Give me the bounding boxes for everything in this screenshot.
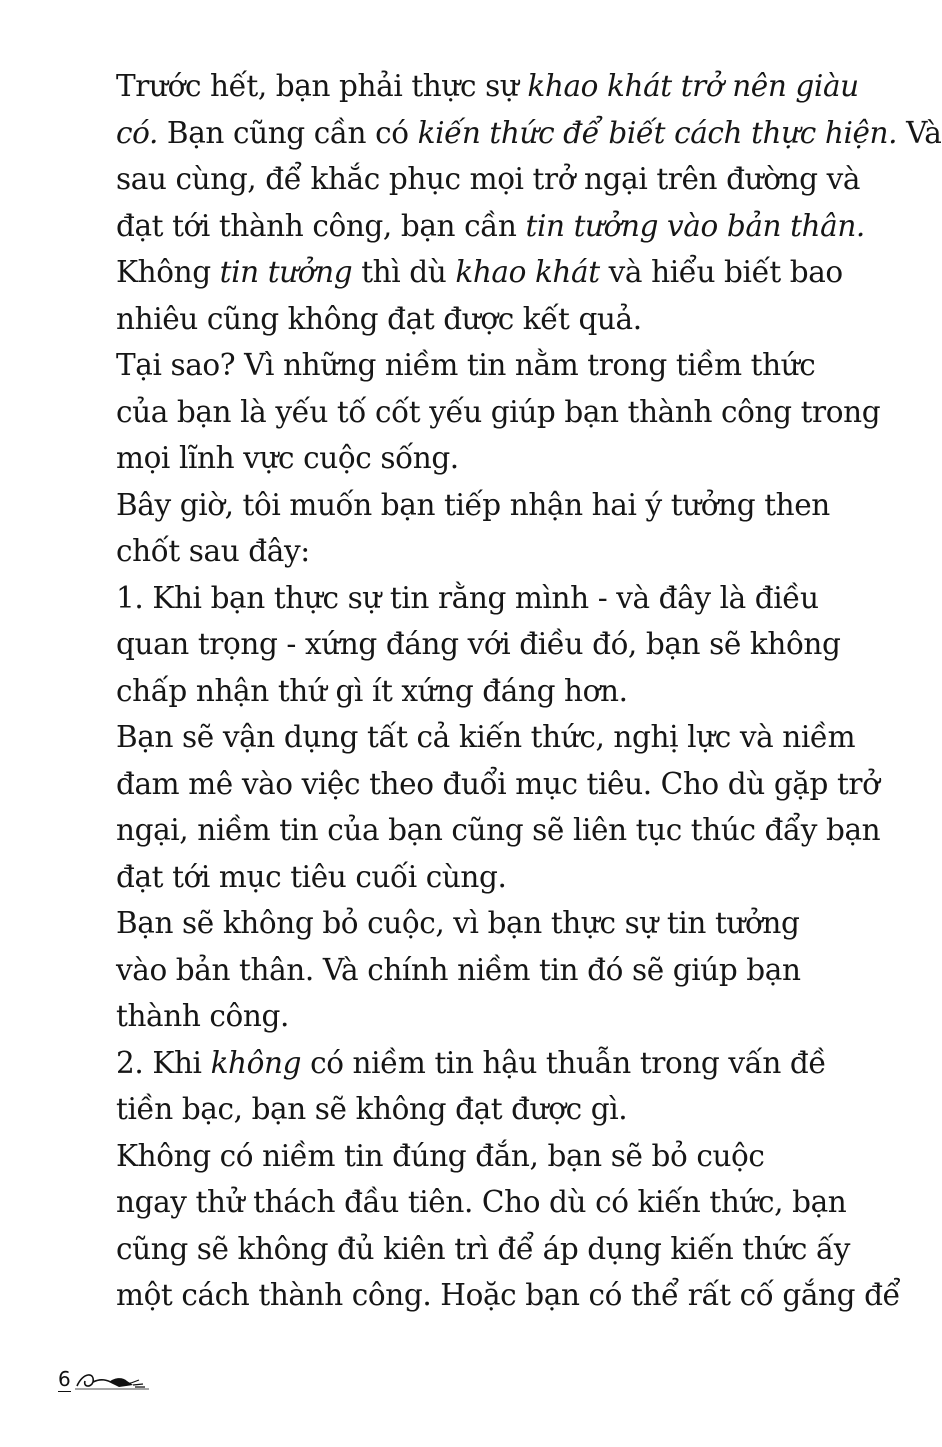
text-run: mọi lĩnh vực cuộc sống.: [116, 441, 459, 475]
text-run: tiền bạc, bạn sẽ không đạt được gì.: [116, 1092, 628, 1126]
text-line: [68, 63, 859, 110]
text-line: [68, 575, 819, 622]
text-line: [68, 342, 816, 389]
text-run: Và: [897, 115, 942, 150]
text-line: [68, 993, 736, 1040]
text-run: Không: [116, 255, 220, 289]
text-run: nhiêu cũng không đạt được kết quả.: [116, 301, 642, 336]
body-text: [68, 63, 942, 1319]
text-line: [68, 1086, 736, 1133]
text-run: ngay thử thách đầu tiên. Cho dù có kiến thức, bạn: [116, 1185, 847, 1219]
italic-text: tin tưởng vào bản thân.: [525, 208, 865, 243]
text-run: chấp nhận thứ gì ít xứng đáng hơn.: [116, 673, 628, 708]
paragraph: [68, 714, 881, 900]
text-line: [68, 156, 861, 203]
paragraph: [68, 249, 843, 342]
text-line: [68, 1226, 850, 1273]
text-line: [68, 435, 736, 482]
text-run: Bạn sẽ không bỏ cuộc, vì bạn thực sự tin tưởng: [116, 906, 800, 940]
page-number: 6: [58, 1367, 71, 1391]
text-line: [68, 1040, 827, 1087]
text-run: cũng sẽ không đủ kiên trì để áp dụng kiến thức ấy: [116, 1231, 850, 1266]
text-line: [68, 854, 736, 901]
italic-text: khao khát: [455, 255, 600, 289]
text-run: quan trọng - xứng đáng với điều đó, bạn sẽ không: [116, 627, 841, 661]
italic-text: khao khát trở nên giàu: [527, 69, 859, 103]
text-run: đạt tới thành công, bạn cần: [116, 208, 526, 243]
text-run: đạt tới mục tiêu cuối cùng.: [116, 859, 507, 894]
text-line: [68, 389, 881, 436]
text-run: và hiểu biết bao: [599, 255, 843, 289]
paragraph: [68, 1040, 827, 1133]
italic-text: kiến thức để biết cách thực hiện.: [417, 115, 898, 150]
italic-text: không: [210, 1045, 302, 1080]
text-run: ngại, niềm tin của bạn cũng sẽ liên tục thúc đẩy bạn: [116, 813, 881, 847]
text-line: [68, 900, 800, 947]
text-line: [68, 1179, 847, 1226]
text-line: [68, 249, 843, 296]
text-run: có niềm tin hậu thuẫn trong vấn đề: [301, 1045, 827, 1080]
text-run: 1. Khi bạn thực sự tin rằng mình - và đây là điều: [116, 580, 819, 615]
italic-text: tin tưởng: [219, 255, 353, 289]
text-run: chốt sau đây:: [116, 534, 310, 568]
text-run: Không có niềm tin đúng đắn, bạn sẽ bỏ cuộc: [116, 1138, 765, 1173]
text-run: một cách thành công. Hoặc bạn có thể rất cố gắng để: [116, 1278, 901, 1312]
text-line: [68, 110, 942, 157]
text-run: Bây giờ, tôi muốn bạn tiếp nhận hai ý tưởng then: [116, 487, 830, 522]
text-line: [68, 482, 830, 529]
text-line: [68, 947, 801, 994]
text-run: 2. Khi: [116, 1045, 211, 1080]
paragraph: [68, 482, 830, 575]
text-line: [68, 714, 856, 761]
text-line: [68, 807, 881, 854]
text-run: thành công.: [116, 999, 289, 1033]
text-line: [68, 296, 736, 343]
text-line: [68, 621, 841, 668]
paragraph: [68, 900, 801, 1040]
text-line: [68, 761, 880, 808]
text-run: của bạn là yếu tố cốt yếu giúp bạn thành công trong: [116, 394, 881, 429]
text-line: [68, 528, 736, 575]
paragraph: [68, 575, 841, 715]
paragraph: [68, 342, 881, 482]
page-footer: [58, 1368, 151, 1392]
italic-text: có.: [116, 115, 158, 150]
text-line: [68, 1272, 901, 1319]
paragraph: [68, 1133, 901, 1319]
text-line: [68, 1133, 765, 1180]
paragraph: [68, 63, 942, 249]
stylized-reclining-figure-icon: [73, 1368, 151, 1392]
text-run: Bạn cũng cần có: [157, 115, 418, 150]
text-run: sau cùng, để khắc phục mọi trở ngại trên đường và: [116, 162, 861, 196]
text-run: Tại sao? Vì những niềm tin nằm trong tiềm thức: [116, 348, 816, 382]
text-run: Bạn sẽ vận dụng tất cả kiến thức, nghị lực và niềm: [116, 720, 856, 754]
text-line: [68, 203, 865, 250]
text-line: [68, 668, 736, 715]
text-run: đam mê vào việc theo đuổi mục tiêu. Cho dù gặp trở: [116, 766, 880, 801]
text-run: vào bản thân. Và chính niềm tin đó sẽ giúp bạn: [116, 952, 801, 987]
text-run: Trước hết, bạn phải thực sự: [116, 69, 528, 103]
text-run: thì dù: [352, 255, 456, 289]
